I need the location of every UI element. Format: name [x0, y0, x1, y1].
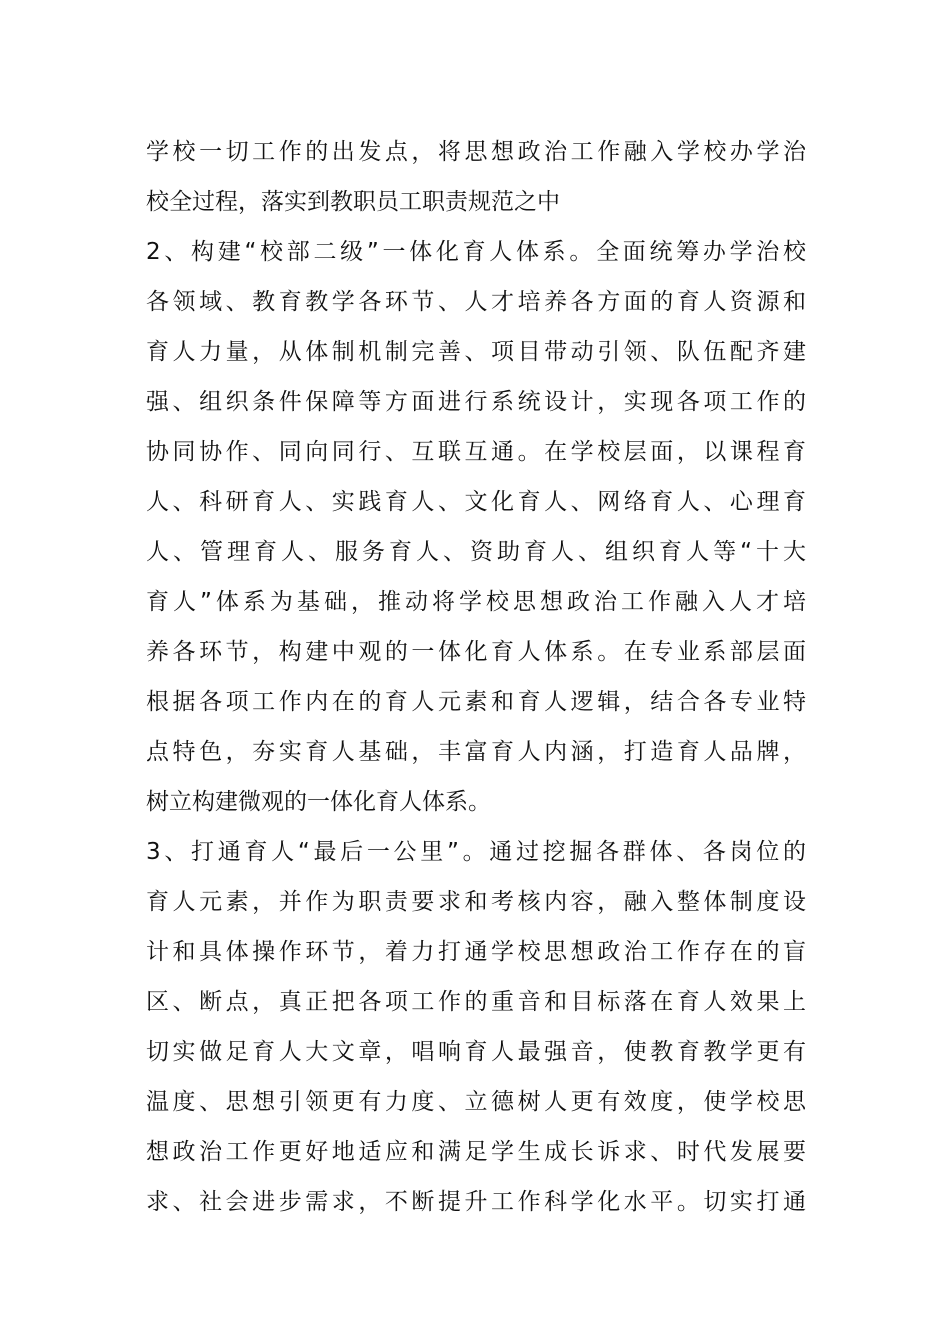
text-line: 育人力量，从体制机制完善、项目带动引领、队伍配齐建	[146, 339, 806, 365]
text-line: 育人”体系为基础，推动将学校思想政治工作融入人才培	[146, 589, 806, 615]
text-line: 点特色，夯实育人基础，丰富育人内涵，打造育人品牌，	[146, 739, 806, 765]
text-line: 计和具体操作环节，着力打通学校思想政治工作存在的盲	[146, 939, 806, 965]
text-line: 温度、思想引领更有力度、立德树人更有效度，使学校思	[146, 1089, 806, 1115]
text-line: 区、断点，真正把各项工作的重音和目标落在育人效果上	[146, 989, 806, 1015]
text-line: 求、社会进步需求，不断提升工作科学化水平。切实打通	[146, 1189, 806, 1215]
text-line: 协同协作、同向同行、互联互通。在学校层面，以课程育	[146, 439, 806, 465]
text-line: 人、管理育人、服务育人、资助育人、组织育人等“十大	[146, 539, 806, 565]
text-line: 校全过程，落实到教职员工职责规范之中	[146, 189, 560, 215]
text-line: 根据各项工作内在的育人元素和育人逻辑，结合各专业特	[146, 689, 806, 715]
text-line: 切实做足育人大文章，唱响育人最强音，使教育教学更有	[146, 1039, 806, 1065]
text-line: 3、打通育人“最后一公里”。通过挖掘各群体、各岗位的	[146, 839, 806, 865]
text-line: 学校一切工作的出发点，将思想政治工作融入学校办学治	[146, 139, 806, 165]
text-line: 养各环节，构建中观的一体化育人体系。在专业系部层面	[146, 639, 806, 665]
text-line: 育人元素，并作为职责要求和考核内容，融入整体制度设	[146, 889, 806, 915]
text-line: 各领域、教育教学各环节、人才培养各方面的育人资源和	[146, 289, 806, 315]
document-body	[146, 127, 806, 1227]
text-line: 强、组织条件保障等方面进行系统设计，实现各项工作的	[146, 389, 806, 415]
text-line: 人、科研育人、实践育人、文化育人、网络育人、心理育	[146, 489, 806, 515]
text-line: 2、构建“校部二级”一体化育人体系。全面统筹办学治校	[146, 239, 806, 265]
text-line: 树立构建微观的一体化育人体系。	[146, 789, 491, 815]
text-line: 想政治工作更好地适应和满足学生成长诉求、时代发展要	[146, 1139, 806, 1165]
